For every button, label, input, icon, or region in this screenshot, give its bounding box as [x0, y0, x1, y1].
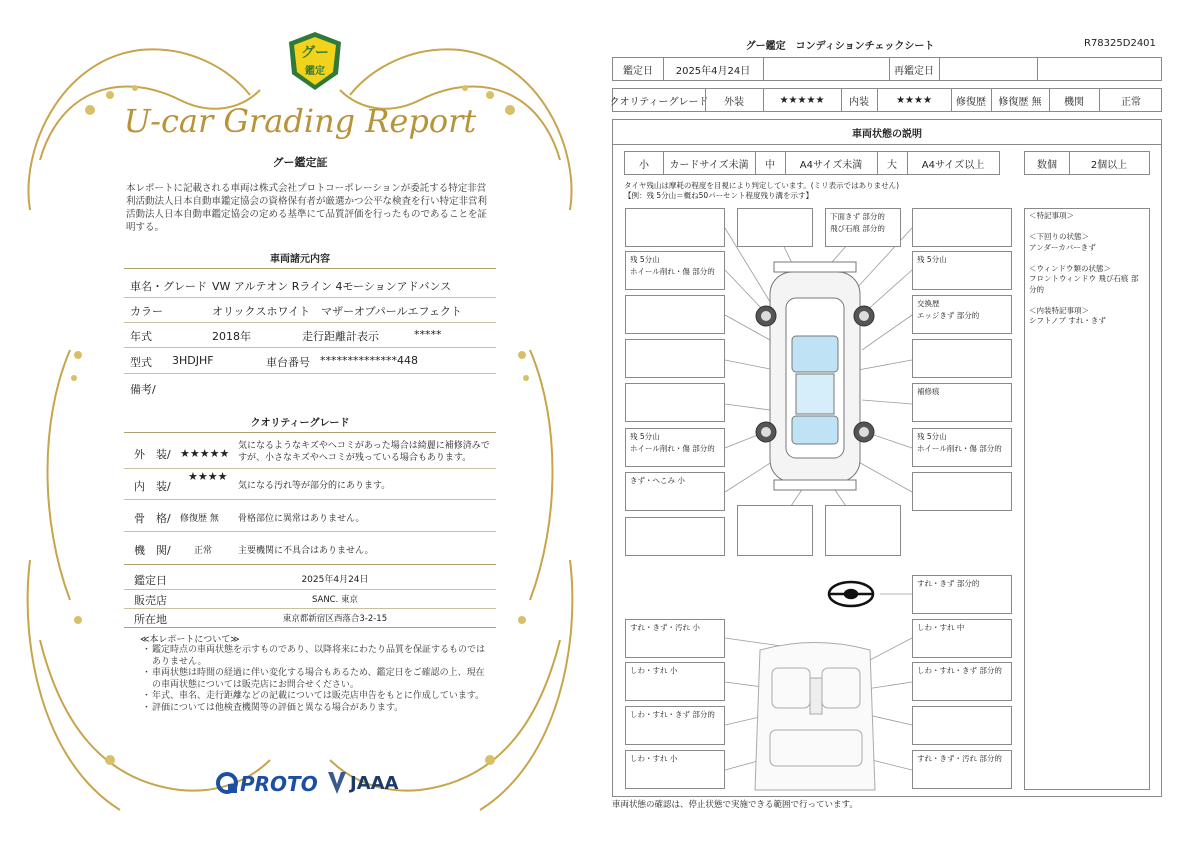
mileage-value: ***** [414, 328, 442, 341]
legend-small-desc: カードサイズ未満 [669, 159, 749, 171]
proto-logo-icon [216, 772, 238, 794]
shop-value: SANC. 東京 [311, 595, 359, 605]
car-top-view [770, 262, 860, 490]
tire-note-1: タイヤ残山は摩耗の程度を目視により判定しています。(ミリ表示ではありません) [624, 181, 900, 190]
special-notes-box: ＜特記事項＞ ＜下回りの状態＞ アンダーカバーきず ＜ウィンドウ類の状態＞ フロントウィンドウ 飛び石痕 部分的 ＜内装特記事項＞ シフトノブ すれ・きず [1024, 208, 1150, 790]
remarks-label: 備考/ [130, 383, 156, 396]
cond-box-front: 交換歴 エッジきず 部分的 [912, 295, 1012, 334]
legend-large: 大 [887, 159, 897, 171]
bottom-note: 車両状態の確認は、停止状態で実施できる範囲で行っています。 [612, 800, 858, 810]
engine-label: 機 関/ [134, 544, 171, 557]
repair-value: 修復歴 無 [998, 96, 1042, 108]
color-value: オリックスホワイト マザーオブパールエフェクト [212, 305, 462, 318]
cond-box [912, 339, 1012, 378]
legend-small: 小 [639, 159, 649, 171]
cond-box [737, 505, 813, 556]
date-label: 鑑定日 [134, 574, 167, 587]
car-interior-view [755, 643, 875, 791]
cond-box-tire-rr: 残 5分山 ホイール削れ・傷 部分的 [912, 428, 1012, 467]
grade-value: VW アルテオン Rライン 4モーションアドバンス [212, 280, 452, 293]
section-title: 車両状態の説明 [852, 128, 922, 140]
cond-box-rear: きず・へこみ 小 [625, 472, 725, 511]
cond-box-repair: 補修痕 [912, 383, 1012, 422]
tire-note-2: 【例：残 5分山＝概ね50パーセント程度残り溝を示す】 [624, 191, 814, 200]
specs-title: 車両諸元内容 [270, 254, 330, 265]
engine-value: 正常 [194, 546, 213, 556]
cond-box [625, 339, 725, 378]
cond-box-tire-fl: 残 5分山 ホイール削れ・傷 部分的 [625, 251, 725, 290]
address-value: 東京都新宿区西落合3-2-15 [282, 614, 388, 624]
cond-box-interior: すれ・きず・汚れ 部分的 [912, 750, 1012, 789]
cond-box [625, 208, 725, 247]
quality-label: クオリティーグレード [609, 96, 709, 108]
ext-stars: ★★★★★ [779, 94, 825, 106]
date-label: 鑑定日 [623, 65, 653, 77]
chassis-value: **************448 [320, 354, 418, 367]
jaaa-logo-icon [326, 770, 348, 796]
proto-logo-text: PROTO [240, 772, 318, 796]
legend-large-desc: A4サイズ以上 [921, 159, 985, 171]
cond-box-tire-rl: 残 5分山 ホイール削れ・傷 部分的 [625, 428, 725, 467]
repair-label: 修復歴 [956, 96, 986, 108]
jaaa-logo-text: JAAA [350, 773, 399, 794]
interior-label: 内 装/ [134, 480, 171, 493]
frame-desc: 骨格部位に異常はありません。 [238, 514, 365, 524]
certificate-title: グー鑑定証 [272, 156, 328, 169]
sheet-code: R78325D2401 [1084, 38, 1156, 49]
cond-box-interior: しわ・すれ・きず 部分的 [912, 662, 1012, 701]
script-title: U-car Grading Report [123, 102, 477, 140]
engine-label: 機関 [1064, 96, 1084, 108]
cond-box [625, 517, 725, 556]
exterior-label: 外 装/ [134, 448, 171, 461]
cond-box-interior: しわ・すれ・きず 部分的 [625, 706, 725, 745]
frame-label: 骨 格/ [134, 512, 171, 525]
cond-box [825, 505, 901, 556]
cond-box-interior: しわ・すれ 小 [625, 662, 725, 701]
interior-desc: 気になる汚れ等が部分的にあります。 [238, 481, 391, 491]
address-label: 所在地 [134, 613, 167, 626]
legend-count: 数個 [1037, 159, 1057, 171]
model-value: 3HDJHF [172, 354, 214, 367]
cond-box-steering: すれ・きず 部分的 [912, 575, 1012, 614]
cond-box-interior: しわ・すれ 中 [912, 619, 1012, 658]
chassis-label: 車台番号 [266, 356, 310, 369]
engine-value: 正常 [1121, 96, 1141, 108]
notes-list [142, 645, 492, 714]
cond-box-under: 下面きず 部分的 飛び石痕 部分的 [825, 208, 901, 247]
steering-wheel-icon [829, 582, 873, 606]
color-label: カラー [130, 305, 163, 318]
cond-box [912, 208, 1012, 247]
cond-box [912, 472, 1012, 511]
badge-top-text: グー [301, 45, 329, 61]
year-value: 2018年 [212, 330, 251, 343]
legend-count-desc: 2個以上 [1090, 159, 1128, 171]
cond-box [625, 383, 725, 422]
year-label: 年式 [130, 330, 152, 343]
shop-label: 販売店 [134, 594, 167, 607]
badge-bottom-text: 鑑定 [305, 66, 325, 77]
mileage-label: 走行距離計表示 [302, 330, 379, 343]
ext-label: 外装 [724, 96, 744, 108]
int-label: 内装 [849, 96, 869, 108]
certificate-text: 本レポートに記載される車両は株式会社プロトコーポレーションが委託する特定非営利活動法人日本自動車鑑定協会の資格保有者が厳選かつ公平な検査を行い特定非営利活動法人日本自動車鑑定協会の定める基準にて品質評価を行ったものであることを証明する。 [126, 183, 488, 233]
exterior-desc: 気になるようなキズやヘコミがあった場合は綺麗に補修済みですが、小さなキズやヘコミが残っている場合もあります。 [238, 441, 490, 463]
quality-title: クオリティーグレード [250, 418, 350, 429]
cond-box-interior: しわ・すれ 小 [625, 750, 725, 789]
legend-mid: 中 [765, 159, 775, 171]
note-item: ・ 車両状態は時間の経過に伴い変化する場合もあるため、鑑定日をご確認の上、現在の車両状態については販売店にお問合せください。 [142, 668, 485, 690]
sheet-title: グー鑑定 コンディションチェックシート [745, 41, 935, 52]
cond-box [625, 295, 725, 334]
notes-title: ≪本レポートについて≫ [140, 635, 240, 645]
note-item: ・ 鑑定時点の車両状態を示すものであり、以降将来にわたり品質を保証するものではありません。 [142, 645, 486, 667]
date-value: 2025年4月24日 [301, 575, 369, 585]
frame-value: 修復歴 無 [180, 514, 219, 524]
cond-box [737, 208, 813, 247]
date-value: 2025年4月24日 [675, 65, 751, 77]
legend-mid-desc: A4サイズ未満 [799, 159, 863, 171]
redate-label: 再鑑定日 [894, 65, 934, 77]
note-item: ・ 年式、車名、走行距離などの記載については販売店申告をもとに作成しています。 [142, 691, 485, 701]
grade-label: 車名・グレード [130, 280, 207, 293]
cond-box-interior: すれ・きず・汚れ 小 [625, 619, 725, 658]
exterior-stars: ★★★★★ [180, 447, 230, 460]
int-stars: ★★★★ [896, 94, 932, 106]
cond-box [912, 706, 1012, 745]
condition-check-sheet [600, 0, 1200, 848]
interior-stars: ★★★★ [188, 470, 228, 483]
note-item: ・ 評価については他検査機関等の評価と異なる場合があります。 [142, 702, 404, 713]
engine-desc: 主要機関に不具合はありません。 [238, 546, 374, 556]
cond-box-tire-fr: 残 5分山 [912, 251, 1012, 290]
model-label: 型式 [130, 356, 152, 369]
